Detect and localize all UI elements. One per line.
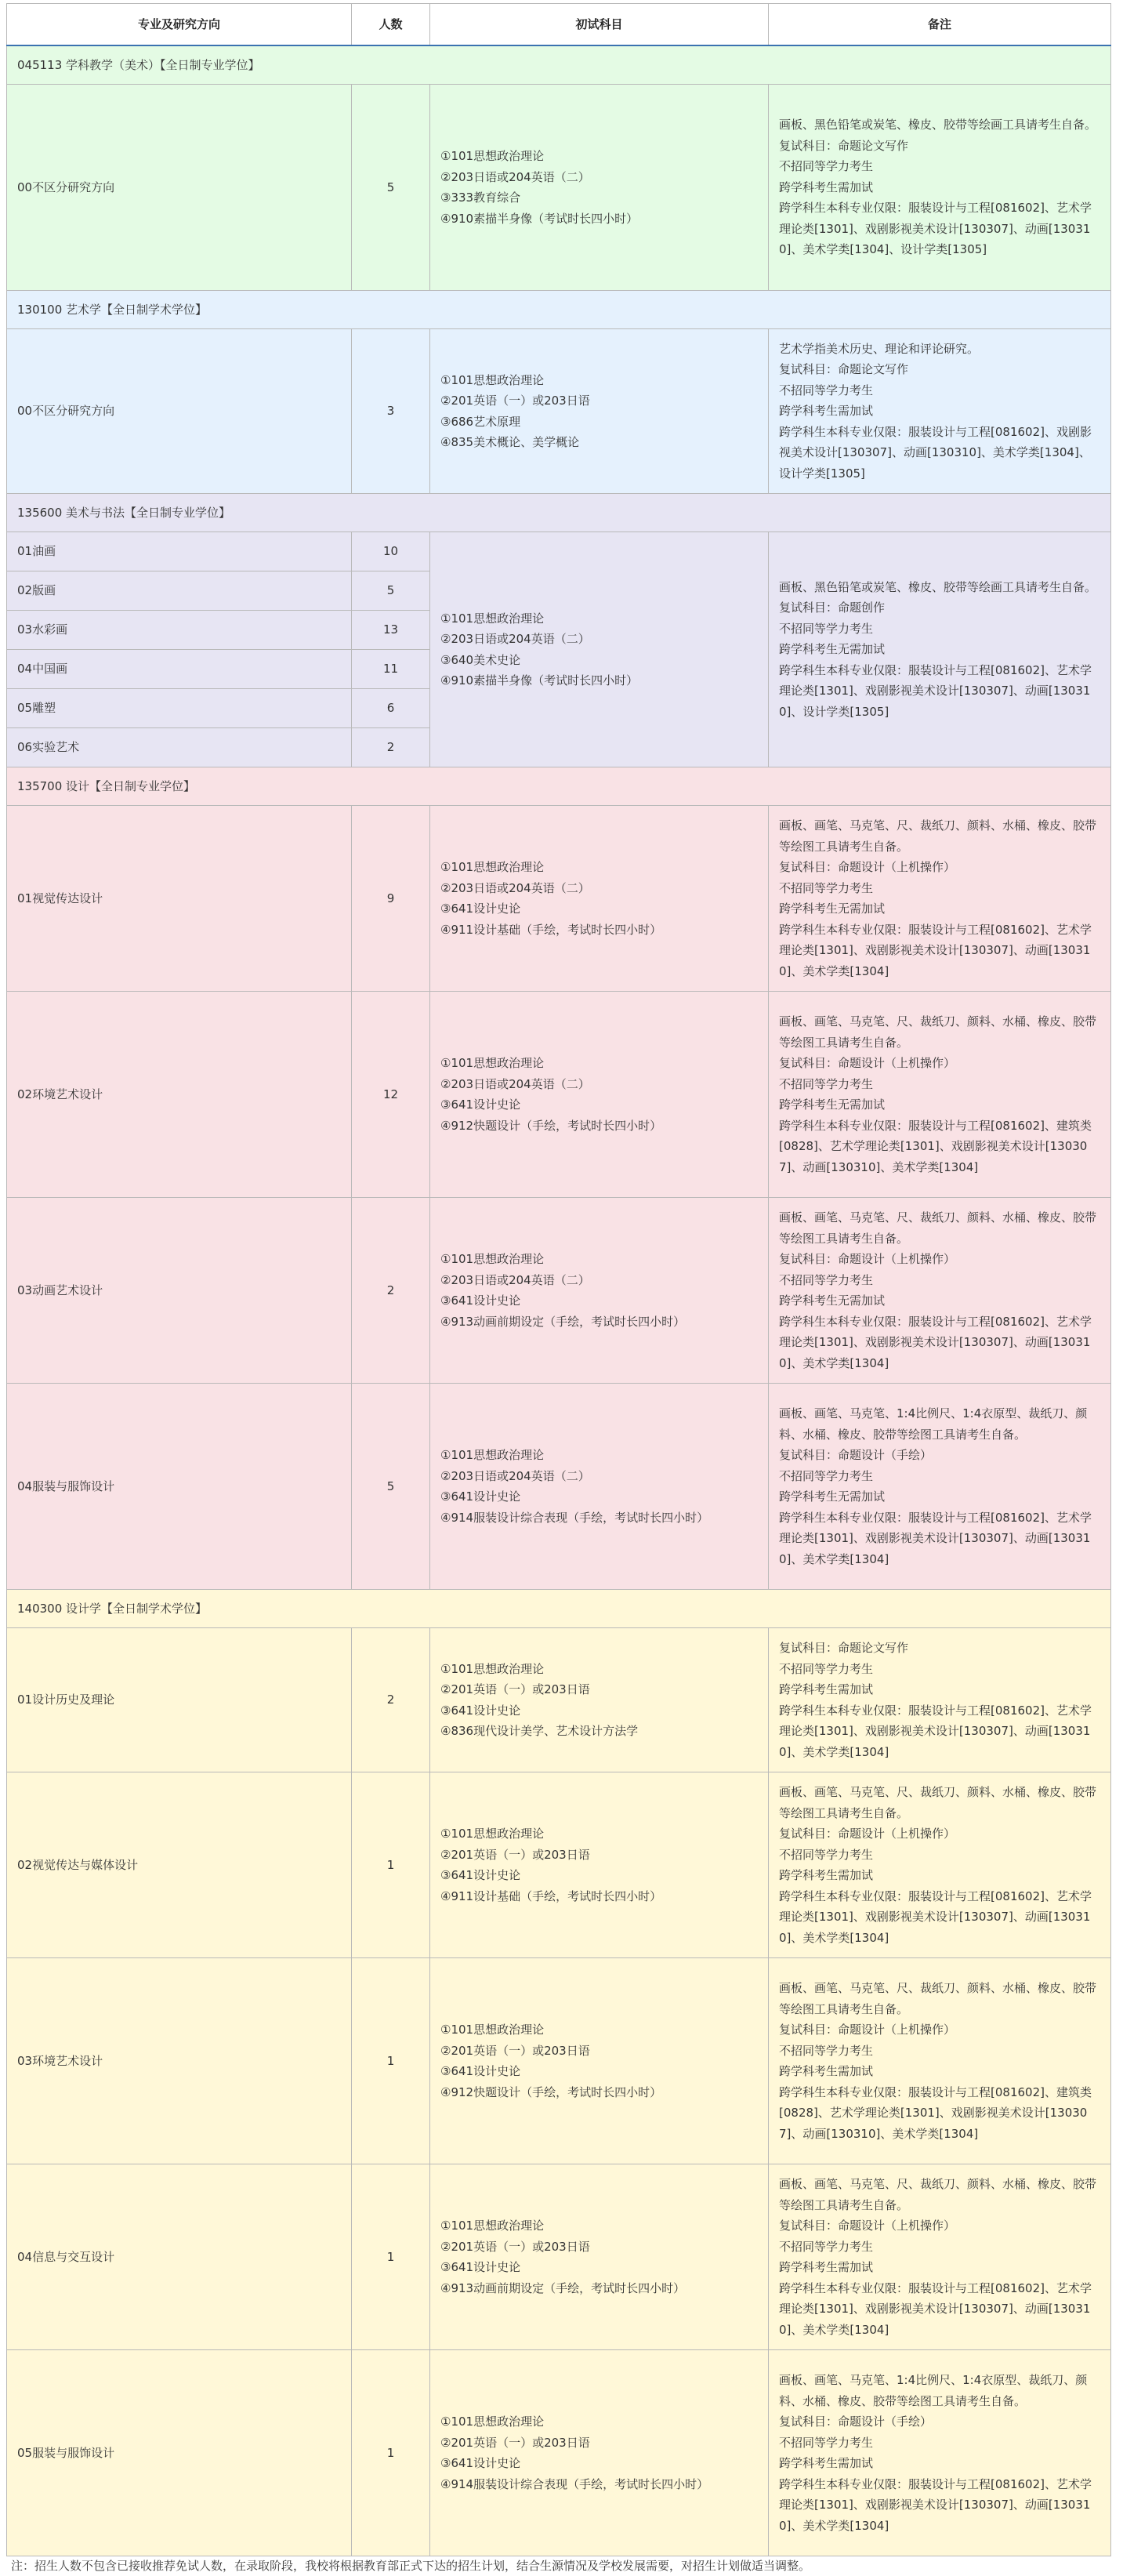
subjects-cell: ①101思想政治理论 ②201英语（一）或203日语 ③686艺术原理 ④835美术概论、美学概论 (430, 329, 769, 494)
count-cell: 1 (352, 1958, 430, 2164)
direction-cell: 05服装与服饰设计 (7, 2350, 352, 2556)
table-row (7, 1384, 1111, 1590)
notes-cell: 画板、画笔、马克笔、尺、裁纸刀、颜料、水桶、橡皮、胶带等绘图工具请考生自备。 复试科目：命题设计（上机操作） 不招同等学力考生 跨学科考生无需加试 跨学科生本科专业仅限：服装设计与工程[081602]、建筑类[0828]、艺术学理论类[1301]、戏剧影视美术设计[130307]、动画[130310]、美术学类[1304] (769, 992, 1111, 1198)
direction-cell: 05雕塑 (7, 689, 352, 728)
notes-cell: 艺术学指美术历史、理论和评论研究。 复试科目：命题论文写作 不招同等学力考生 跨学科考生需加试 跨学科生本科专业仅限：服装设计与工程[081602]、戏剧影视美术设计[130307]、动画[130310]、美术学类[1304]、设计学类[1305] (769, 329, 1111, 494)
subjects-cell: ①101思想政治理论 ②203日语或204英语（二） ③640美术史论 ④910素描半身像（考试时长四小时） (430, 532, 769, 767)
direction-cell: 01油画 (7, 532, 352, 571)
group-title: 135700 设计【全日制专业学位】 (7, 767, 1111, 806)
subjects-cell: ①101思想政治理论 ②201英语（一）或203日语 ③641设计史论 ④913动画前期设定（手绘，考试时长四小时） (430, 2164, 769, 2350)
direction-cell: 04中国画 (7, 650, 352, 689)
subjects-cell: ①101思想政治理论 ②203日语或204英语（二） ③641设计史论 ④914服装设计综合表现（手绘，考试时长四小时） (430, 1384, 769, 1590)
enrollment-table (6, 3, 1111, 2556)
group-title: 045113 学科教学（美术）【全日制专业学位】 (7, 45, 1111, 85)
group-row (7, 291, 1111, 329)
table-row (7, 85, 1111, 291)
table-header-row (7, 4, 1111, 46)
count-cell: 13 (352, 611, 430, 650)
direction-cell: 02视觉传达与媒体设计 (7, 1772, 352, 1958)
subjects-cell: ①101思想政治理论 ②203日语或204英语（二） ③641设计史论 ④912快题设计（手绘，考试时长四小时） (430, 992, 769, 1198)
table-row (7, 329, 1111, 494)
notes-cell: 画板、画笔、马克笔、尺、裁纸刀、颜料、水桶、橡皮、胶带等绘图工具请考生自备。 复试科目：命题设计（上机操作） 不招同等学力考生 跨学科考生需加试 跨学科生本科专业仅限：服装设计与工程[081602]、艺术学理论类[1301]、戏剧影视美术设计[130307]、动画[130310]、美术学类[1304] (769, 2164, 1111, 2350)
count-cell: 2 (352, 1628, 430, 1772)
table-row (7, 1958, 1111, 2164)
subjects-cell: ①101思想政治理论 ②201英语（一）或203日语 ③641设计史论 ④914服装设计综合表现（手绘，考试时长四小时） (430, 2350, 769, 2556)
group-title: 140300 设计学【全日制学术学位】 (7, 1590, 1111, 1628)
group-title: 135600 美术与书法【全日制专业学位】 (7, 494, 1111, 532)
group-title: 130100 艺术学【全日制学术学位】 (7, 291, 1111, 329)
notes-cell: 画板、画笔、马克笔、1:4比例尺、1:4衣原型、裁纸刀、颜料、水桶、橡皮、胶带等绘图工具请考生自备。 复试科目：命题设计（手绘） 不招同等学力考生 跨学科考生需加试 跨学科生本科专业仅限：服装设计与工程[081602]、艺术学理论类[1301]、戏剧影视美术设计[130307]、动画[130310]、美术学类[1304] (769, 2350, 1111, 2556)
direction-cell: 03动画艺术设计 (7, 1198, 352, 1384)
direction-cell: 02版画 (7, 571, 352, 611)
direction-cell: 04信息与交互设计 (7, 2164, 352, 2350)
table-row (7, 2164, 1111, 2350)
notes-cell: 复试科目：命题论文写作 不招同等学力考生 跨学科考生需加试 跨学科生本科专业仅限：服装设计与工程[081602]、艺术学理论类[1301]、戏剧影视美术设计[130307]、动画[130310]、美术学类[1304] (769, 1628, 1111, 1772)
count-cell: 5 (352, 85, 430, 291)
table-row (7, 806, 1111, 992)
direction-cell: 04服装与服饰设计 (7, 1384, 352, 1590)
direction-cell: 03环境艺术设计 (7, 1958, 352, 2164)
group-row (7, 767, 1111, 806)
subjects-cell: ①101思想政治理论 ②201英语（一）或203日语 ③641设计史论 ④836现代设计美学、艺术设计方法学 (430, 1628, 769, 1772)
count-cell: 12 (352, 992, 430, 1198)
subjects-cell: ①101思想政治理论 ②203日语或204英语（二） ③333教育综合 ④910素描半身像（考试时长四小时） (430, 85, 769, 291)
count-cell: 1 (352, 2164, 430, 2350)
notes-cell: 画板、画笔、马克笔、1:4比例尺、1:4衣原型、裁纸刀、颜料、水桶、橡皮、胶带等绘图工具请考生自备。 复试科目：命题设计（手绘） 不招同等学力考生 跨学科考生无需加试 跨学科生本科专业仅限：服装设计与工程[081602]、艺术学理论类[1301]、戏剧影视美术设计[130307]、动画[130310]、美术学类[1304] (769, 1384, 1111, 1590)
notes-cell: 画板、画笔、马克笔、尺、裁纸刀、颜料、水桶、橡皮、胶带等绘图工具请考生自备。 复试科目：命题设计（上机操作） 不招同等学力考生 跨学科考生需加试 跨学科生本科专业仅限：服装设计与工程[081602]、建筑类[0828]、艺术学理论类[1301]、戏剧影视美术设计[130307]、动画[130310]、美术学类[1304] (769, 1958, 1111, 2164)
count-cell: 9 (352, 806, 430, 992)
subjects-cell: ①101思想政治理论 ②201英语（一）或203日语 ③641设计史论 ④912快题设计（手绘，考试时长四小时） (430, 1958, 769, 2164)
notes-cell: 画板、画笔、马克笔、尺、裁纸刀、颜料、水桶、橡皮、胶带等绘图工具请考生自备。 复试科目：命题设计（上机操作） 不招同等学力考生 跨学科考生无需加试 跨学科生本科专业仅限：服装设计与工程[081602]、艺术学理论类[1301]、戏剧影视美术设计[130307]、动画[130310]、美术学类[1304] (769, 806, 1111, 992)
notes-cell: 画板、黑色铅笔或炭笔、橡皮、胶带等绘画工具请考生自备。 复试科目：命题创作 不招同等学力考生 跨学科考生无需加试 跨学科生本科专业仅限：服装设计与工程[081602]、艺术学理论类[1301]、戏剧影视美术设计[130307]、动画[130310]、设计学类[1305] (769, 532, 1111, 767)
footnote: 注：招生人数不包含已接收推荐免试人数，在录取阶段，我校将根据教育部正式下达的招生计划，结合生源情况及学校发展需要，对招生计划做适当调整。 (11, 2559, 811, 2573)
count-cell: 11 (352, 650, 430, 689)
count-cell: 2 (352, 1198, 430, 1384)
direction-cell: 02环境艺术设计 (7, 992, 352, 1198)
table-row (7, 2350, 1111, 2556)
table-row (7, 1628, 1111, 1772)
subjects-cell: ①101思想政治理论 ②203日语或204英语（二） ③641设计史论 ④913动画前期设定（手绘，考试时长四小时） (430, 1198, 769, 1384)
header-direction: 专业及研究方向 (7, 4, 352, 46)
direction-cell: 01设计历史及理论 (7, 1628, 352, 1772)
header-notes: 备注 (769, 4, 1111, 46)
subjects-cell: ①101思想政治理论 ②201英语（一）或203日语 ③641设计史论 ④911设计基础（手绘，考试时长四小时） (430, 1772, 769, 1958)
group-row (7, 45, 1111, 85)
notes-cell: 画板、画笔、马克笔、尺、裁纸刀、颜料、水桶、橡皮、胶带等绘图工具请考生自备。 复试科目：命题设计（上机操作） 不招同等学力考生 跨学科考生无需加试 跨学科生本科专业仅限：服装设计与工程[081602]、艺术学理论类[1301]、戏剧影视美术设计[130307]、动画[130310]、美术学类[1304] (769, 1198, 1111, 1384)
group-row (7, 494, 1111, 532)
table-row (7, 532, 1111, 571)
table-row (7, 1772, 1111, 1958)
notes-cell: 画板、黑色铅笔或炭笔、橡皮、胶带等绘画工具请考生自备。 复试科目：命题论文写作 不招同等学力考生 跨学科考生需加试 跨学科生本科专业仅限：服装设计与工程[081602]、艺术学理论类[1301]、戏剧影视美术设计[130307]、动画[130310]、美术学类[1304]、设计学类[1305] (769, 85, 1111, 291)
direction-cell: 00不区分研究方向 (7, 329, 352, 494)
count-cell: 3 (352, 329, 430, 494)
count-cell: 5 (352, 1384, 430, 1590)
direction-cell: 01视觉传达设计 (7, 806, 352, 992)
direction-cell: 06实验艺术 (7, 728, 352, 767)
subjects-cell: ①101思想政治理论 ②203日语或204英语（二） ③641设计史论 ④911设计基础（手绘，考试时长四小时） (430, 806, 769, 992)
table-row (7, 992, 1111, 1198)
count-cell: 5 (352, 571, 430, 611)
count-cell: 1 (352, 1772, 430, 1958)
count-cell: 1 (352, 2350, 430, 2556)
count-cell: 10 (352, 532, 430, 571)
group-row (7, 1590, 1111, 1628)
table-row (7, 1198, 1111, 1384)
header-count: 人数 (352, 4, 430, 46)
header-subjects: 初试科目 (430, 4, 769, 46)
count-cell: 6 (352, 689, 430, 728)
notes-cell: 画板、画笔、马克笔、尺、裁纸刀、颜料、水桶、橡皮、胶带等绘图工具请考生自备。 复试科目：命题设计（上机操作） 不招同等学力考生 跨学科考生需加试 跨学科生本科专业仅限：服装设计与工程[081602]、艺术学理论类[1301]、戏剧影视美术设计[130307]、动画[130310]、美术学类[1304] (769, 1772, 1111, 1958)
count-cell: 2 (352, 728, 430, 767)
direction-cell: 03水彩画 (7, 611, 352, 650)
direction-cell: 00不区分研究方向 (7, 85, 352, 291)
